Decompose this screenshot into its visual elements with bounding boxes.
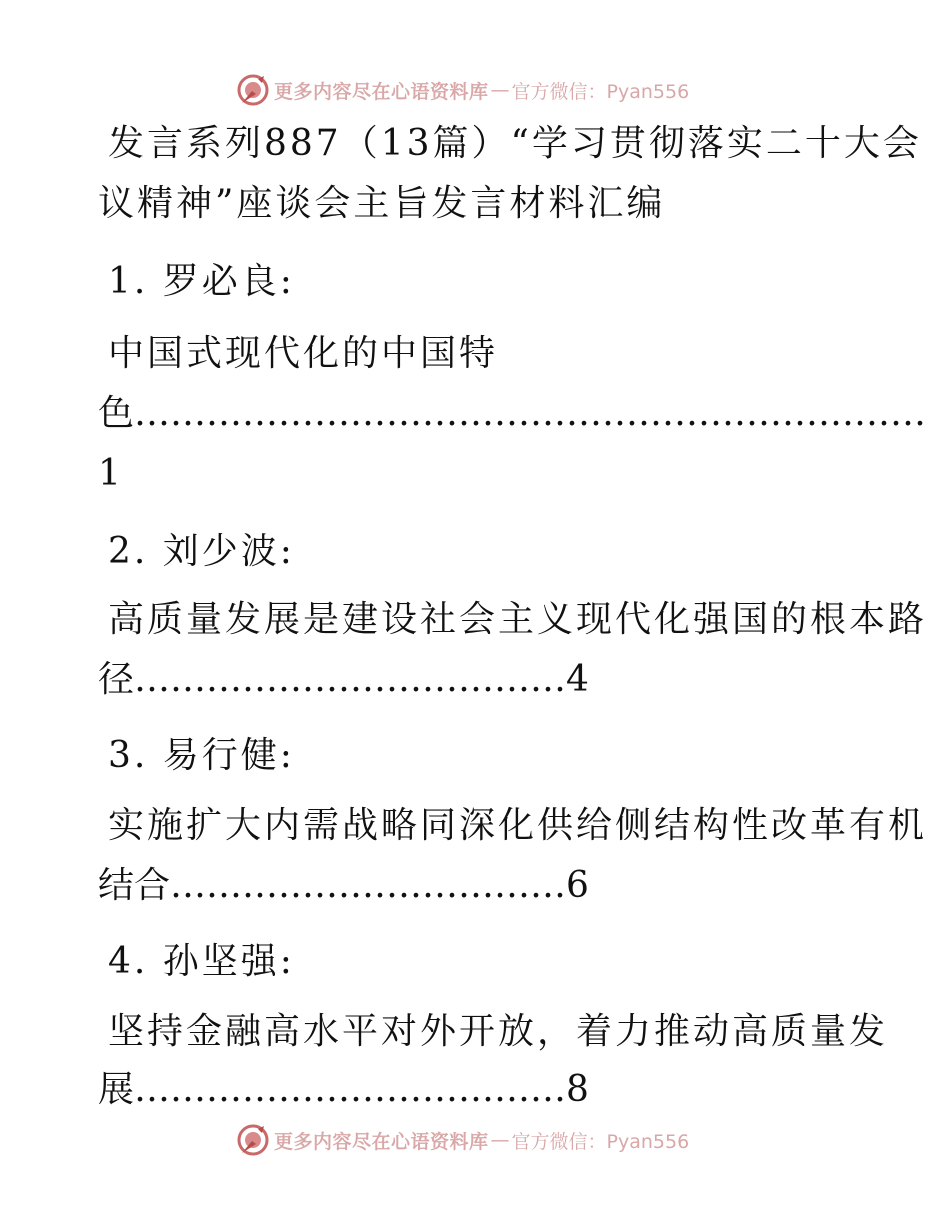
pen-circle-icon (236, 1123, 270, 1157)
entry-1-page: 1 (98, 453, 124, 494)
document-title-line-2: 议精神”座谈会主旨发言材料汇编 (98, 183, 666, 224)
pen-circle-icon (236, 73, 270, 107)
entry-4-speaker: 4. 孙坚强: (108, 941, 295, 982)
entry-4-title-line-1: 坚持金融高水平对外开放，着力推动高质量发 (108, 1011, 889, 1052)
banner-separator: — (490, 1129, 510, 1151)
entry-3-title-line-1: 实施扩大内需战略同深化供给侧结构性改革有机 (108, 805, 928, 846)
entry-1-speaker: 1. 罗必良: (108, 261, 295, 302)
footer-banner (0, 1118, 950, 1162)
entry-3-title-line-2: 结合……………………………6 (98, 865, 589, 906)
entry-2-title-line-2: 径………………………………4 (98, 659, 589, 700)
banner-contact: 官方微信：Pyan556 (511, 80, 690, 103)
banner-inner-bottom (236, 1118, 689, 1162)
entry-4-title-line-2: 展………………………………8 (98, 1069, 589, 1110)
banner-contact: 官方微信：Pyan556 (511, 1130, 690, 1153)
entry-2-title-line-1: 高质量发展是建设社会主义现代化强国的根本路 (108, 599, 928, 640)
banner-title: 更多内容尽在心语资料库 (274, 1130, 489, 1153)
entry-2-speaker: 2. 刘少波: (108, 531, 295, 572)
entry-3-speaker: 3. 易行健: (108, 735, 295, 776)
entry-1-title-line-2: 色………………………………………………………… (98, 393, 926, 434)
header-banner (0, 68, 950, 112)
document-title-line-1: 发言系列887（13篇）“学习贯彻落实二十大会 (108, 123, 922, 164)
banner-inner (236, 68, 689, 112)
entry-1-title-line-1: 中国式现代化的中国特 (108, 333, 499, 374)
banner-separator: — (490, 79, 510, 101)
banner-title: 更多内容尽在心语资料库 (274, 80, 489, 103)
